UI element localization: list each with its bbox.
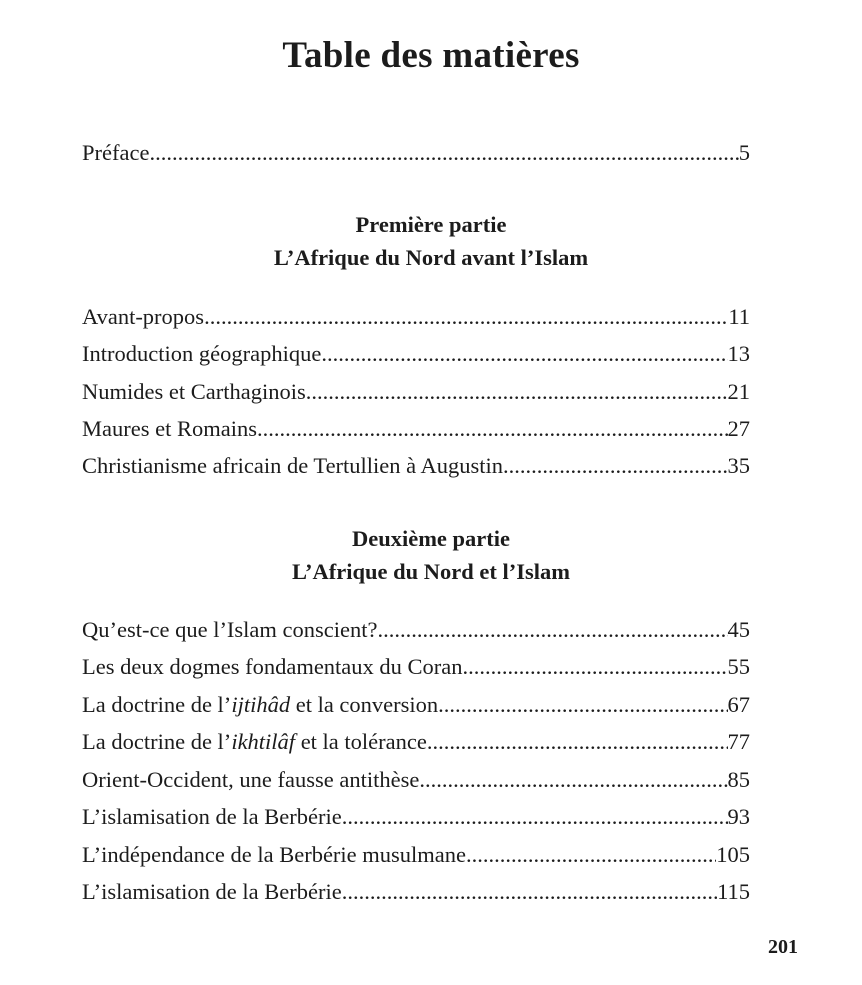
dot-leader (427, 729, 728, 755)
toc-entry-page: 5 (738, 140, 750, 165)
part2-subtitle: L’Afrique du Nord et l’Islam (292, 559, 570, 584)
toc-entry-label (82, 729, 427, 755)
toc-entry-page: 11 (728, 304, 750, 329)
dot-leader (503, 453, 727, 479)
toc-entry-label: Avant-propos (82, 304, 205, 329)
dot-leader (378, 617, 728, 643)
toc-entry-page: 77 (727, 729, 750, 754)
dot-leader (257, 416, 728, 442)
page-title: Table des matières (282, 35, 580, 76)
label-italic-term: ikhtilâf (231, 729, 296, 754)
toc-entry-page: 45 (727, 617, 750, 642)
part1-subtitle: L’Afrique du Nord avant l’Islam (273, 245, 589, 270)
dot-leader (463, 654, 728, 680)
toc-entry-preface[interactable] (82, 140, 750, 174)
toc-entry-page: 67 (727, 692, 750, 717)
label-text: et la tolérance (295, 729, 427, 754)
label-text: La doctrine de l’ (82, 729, 232, 754)
toc-entry[interactable] (82, 341, 750, 375)
toc-entry-page: 35 (727, 453, 750, 478)
part2-heading: Deuxième partie (351, 526, 511, 551)
toc-entry[interactable] (82, 379, 750, 413)
toc-entry-label: Qu’est-ce que l’Islam conscient? (82, 617, 378, 642)
toc-entry[interactable] (82, 879, 750, 913)
toc-entry-page: 93 (727, 804, 750, 829)
toc-entry[interactable] (82, 453, 750, 487)
dot-leader (342, 804, 728, 830)
toc-entry-label: Introduction géographique (82, 341, 322, 366)
dot-leader (342, 879, 717, 905)
toc-entry[interactable] (82, 767, 750, 801)
dot-leader (306, 379, 728, 405)
toc-entry-label (82, 692, 438, 718)
toc-entry-label: L’islamisation de la Berbérie (82, 879, 342, 904)
toc-entry-page: 55 (727, 654, 750, 679)
toc-entry[interactable] (82, 842, 750, 876)
toc-entry-label: Maures et Romains (82, 416, 257, 441)
toc-entry[interactable] (82, 416, 750, 450)
toc-entry-label: Christianisme africain de Tertullien à Augustin (82, 453, 504, 478)
toc-entry[interactable] (82, 804, 750, 838)
label-italic-term: ijtihâd (231, 692, 291, 717)
toc-entry-label: Orient-Occident, une fausse antithèse (82, 767, 420, 792)
toc-entry-page: 27 (727, 416, 750, 441)
dot-leader (204, 304, 728, 330)
page-number: 201 (768, 936, 798, 958)
part1-heading: Première partie (355, 212, 507, 237)
toc-entry-label: Les deux dogmes fondamentaux du Coran (82, 654, 463, 679)
label-text: et la conversion (290, 692, 439, 717)
toc-entry-page: 21 (727, 379, 750, 404)
toc-entry[interactable] (82, 729, 750, 763)
toc-entry-label: L’islamisation de la Berbérie (82, 804, 342, 829)
dot-leader (438, 692, 727, 718)
toc-entry[interactable] (82, 654, 750, 688)
toc-entry[interactable] (82, 617, 750, 651)
toc-entry-label: Numides et Carthaginois (82, 379, 306, 404)
toc-entry-page: 105 (716, 842, 750, 867)
toc-entry-page: 85 (727, 767, 750, 792)
toc-entry-page: 13 (727, 341, 750, 366)
toc-entry-page: 115 (717, 879, 750, 904)
toc-entry[interactable] (82, 304, 750, 338)
toc-entry-label: Préface (82, 140, 150, 165)
dot-leader (321, 341, 727, 367)
dot-leader (149, 140, 738, 166)
toc-entry-label: L’indépendance de la Berbérie musulmane (82, 842, 467, 867)
toc-entry[interactable] (82, 692, 750, 726)
dot-leader (419, 767, 727, 793)
label-text: La doctrine de l’ (82, 692, 232, 717)
dot-leader (466, 842, 716, 868)
